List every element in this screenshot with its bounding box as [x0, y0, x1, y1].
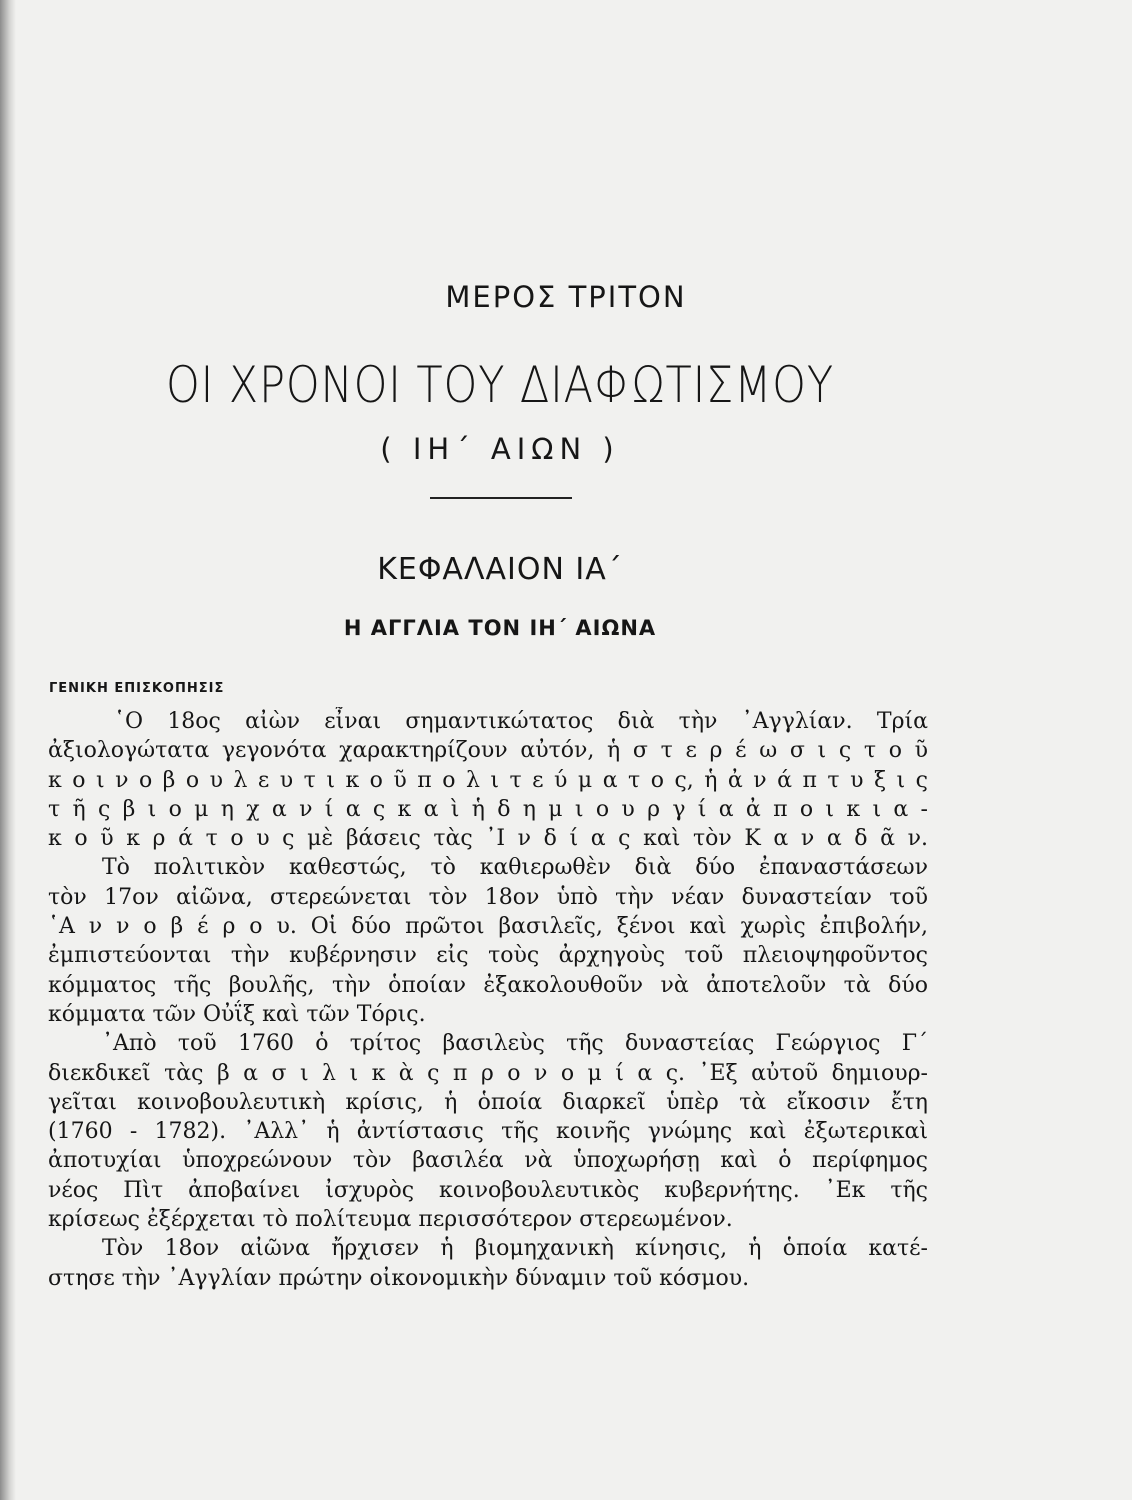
text-line: τὸν 17ον αἰῶνα, στερεώνεται τὸν 18ον ὑπὸ τὴν νέαν δυναστείαν τοῦ — [48, 884, 928, 910]
part-heading: ΜΕΡΟΣ ΤΡΙΤΟΝ — [445, 280, 687, 314]
century-subtitle: ( ΙΗ΄ ΑΙΩΝ ) — [380, 432, 620, 466]
text-line: ᾿Απὸ τοῦ 1760 ὁ τρίτος βασιλεὺς τῆς δυναστείας Γεώργιος Γ΄ — [102, 1031, 928, 1057]
text-line: διεκδικεῖ τὰς β α σ ι λ ι κ ὰ ς π ρ ο ν ο μ ί α ς. ᾿Εξ αὐτοῦ δημιουρ- — [48, 1060, 928, 1086]
text-line: ἀξιολογώτατα γεγονότα χαρακτηρίζουν αὐτόν, ἡ σ τ ε ρ έ ω σ ι ς τ ο ῦ — [48, 738, 928, 764]
chapter-title: Η ΑΓΓΛΙΑ ΤΟΝ ΙΗ΄ ΑΙΩΝΑ — [343, 616, 657, 640]
chapter-heading: ΚΕΦΑΛΑΙΟΝ ΙΑ΄ — [377, 552, 623, 587]
text-line: νέος Πὶτ ἀποβαίνει ἰσχυρὸς κοινοβουλευτικὸς κυβερνήτης. ᾿Εκ τῆς — [48, 1177, 928, 1203]
section-heading: ΓΕΝΙΚΗ ΕΠΙΣΚΟΠΗΣΙΣ — [49, 681, 225, 696]
text-line: ῾Α ν ν ο β έ ρ ο υ. Οἱ δύο πρῶτοι βασιλεῖς, ξένοι καὶ χωρὶς ἐπιβολήν, — [48, 914, 928, 940]
text-line: ῾Ο 18ος αἰὼν εἶναι σημαντικώτατος διὰ τὴν ᾿Αγγλίαν. Τρία — [114, 709, 928, 734]
text-line: ἀποτυχίαι ὑποχρεώνουν τὸν βασιλέα νὰ ὑποχωρήσῃ καὶ ὁ περίφημος — [48, 1148, 928, 1174]
text-line: κ ο ῦ κ ρ ά τ ο υ ς μὲ βάσεις τὰς ᾿Ι ν δ ί α ς καὶ τὸν Κ α ν α δ ᾶ ν. — [48, 826, 928, 852]
text-line: τ ῆ ς β ι ο μ η χ α ν ί α ς κ α ὶ ἡ δ η μ ι ο υ ρ γ ί α ἀ π ο ι κ ι α - — [48, 796, 928, 822]
text-line: κόμματα τῶν Οὐΐξ καὶ τῶν Τόρις. — [48, 1001, 426, 1027]
text-line: Τὸ πολιτικὸν καθεστώς, τὸ καθιερωθὲν διὰ δύο ἐπαναστάσεων — [102, 855, 928, 881]
text-line: κ ο ι ν ο β ο υ λ ε υ τ ι κ ο ῦ π ο λ ι τ ε ύ μ α τ ο ς, ἡ ἀ ν ά π τ υ ξ ι ς — [48, 767, 928, 793]
text-line: κρίσεως ἐξέρχεται τὸ πολίτευμα περισσότερον στερεωμένον. — [48, 1207, 733, 1233]
main-title: ΟΙ ΧΡΟΝΟΙ ΤΟΥ ΔΙΑΦΩΤΙΣΜΟΥ — [165, 356, 835, 414]
text-line: γεῖται κοινοβουλευτικὴ κρίσις, ἡ ὁποία διαρκεῖ ὑπὲρ τὰ εἴκοσιν ἔτη — [48, 1089, 928, 1115]
text-line: κόμματος τῆς βουλῆς, τὴν ὁποίαν ἐξακολουθοῦν νὰ ἀποτελοῦν τὰ δύο — [48, 972, 928, 998]
page-binding-shadow — [0, 0, 16, 1500]
text-line: Τὸν 18ον αἰῶνα ἤρχισεν ἡ βιομηχανικὴ κίνησις, ἡ ὁποία κατέ- — [102, 1236, 928, 1262]
text-line: στησε τὴν ᾿Αγγλίαν πρώτην οἰκονομικὴν δύναμιν τοῦ κόσμου. — [48, 1265, 750, 1291]
text-line: (1760 - 1782). ᾿Αλλ᾿ ἡ ἀντίστασις τῆς κοινῆς γνώμης καὶ ἐξωτερικαὶ — [48, 1119, 928, 1145]
divider-rule — [430, 497, 572, 499]
text-line: ἐμπιστεύονται τὴν κυβέρνησιν εἰς τοὺς ἀρχηγοὺς τοῦ πλειοψηφοῦντος — [48, 943, 928, 969]
body-text — [48, 707, 928, 1293]
